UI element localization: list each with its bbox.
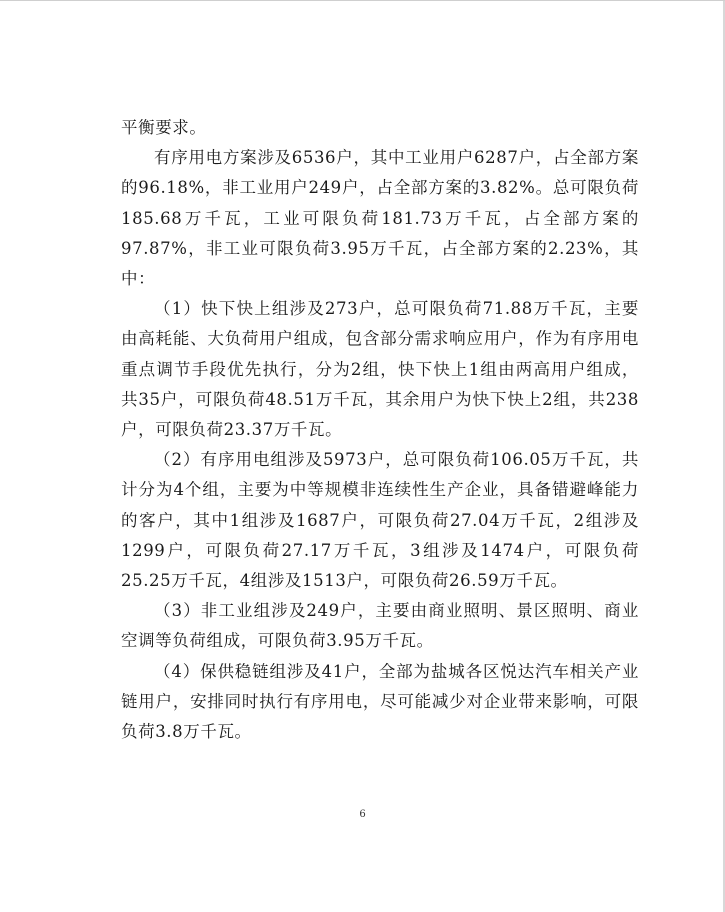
- paragraph-group-3: （3）非工业组涉及249户，主要由商业照明、景区照明、商业空调等负荷组成，可限负荷3.95万千瓦。: [121, 601, 639, 651]
- paragraph-continuation: 平衡要求。: [121, 118, 207, 137]
- paragraph-group-2: （2）有序用电组涉及5973户，总可限负荷106.05万千瓦，共计分为4个组，主要为中等规模非连续性生产企业，具备错避峰能力的客户，其中1组涉及1687户，可限负荷27.04万千瓦，2组涉及1299户，可限负荷27.17万千瓦，3组涉及1474户，可限负荷25.25万千瓦，4组涉及1513户，可限负荷26.59万千瓦。: [121, 450, 639, 591]
- paragraph-group-4: （4）保供稳链组涉及41户，全部为盐城各区悦达汽车相关产业链用户，安排同时执行有序用电，尽可能减少对企业带来影响，可限负荷3.8万千瓦。: [121, 661, 639, 742]
- document-body: [121, 113, 639, 747]
- paragraph-group-1: （1）快下快上组涉及273户，总可限负荷71.88万千瓦，主要由高耗能、大负荷用户组成，包含部分需求响应用户，作为有序用电重点调节手段优先执行，分为2组，快下快上1组由两高用户组成，共35户，可限负荷48.51万千瓦，其余用户为快下快上2组，共238户，可限负荷23.37万千瓦。: [121, 299, 639, 440]
- page-number: 6: [359, 809, 366, 820]
- paragraph-summary: 有序用电方案涉及6536户，其中工业用户6287户，占全部方案的96.18%，非工业用户249户，占全部方案的3.82%。总可限负荷185.68万千瓦，工业可限负荷181.73万千瓦，占全部方案的97.87%，非工业可限负荷3.95万千瓦，占全部方案的2.23%，其中：: [121, 148, 639, 289]
